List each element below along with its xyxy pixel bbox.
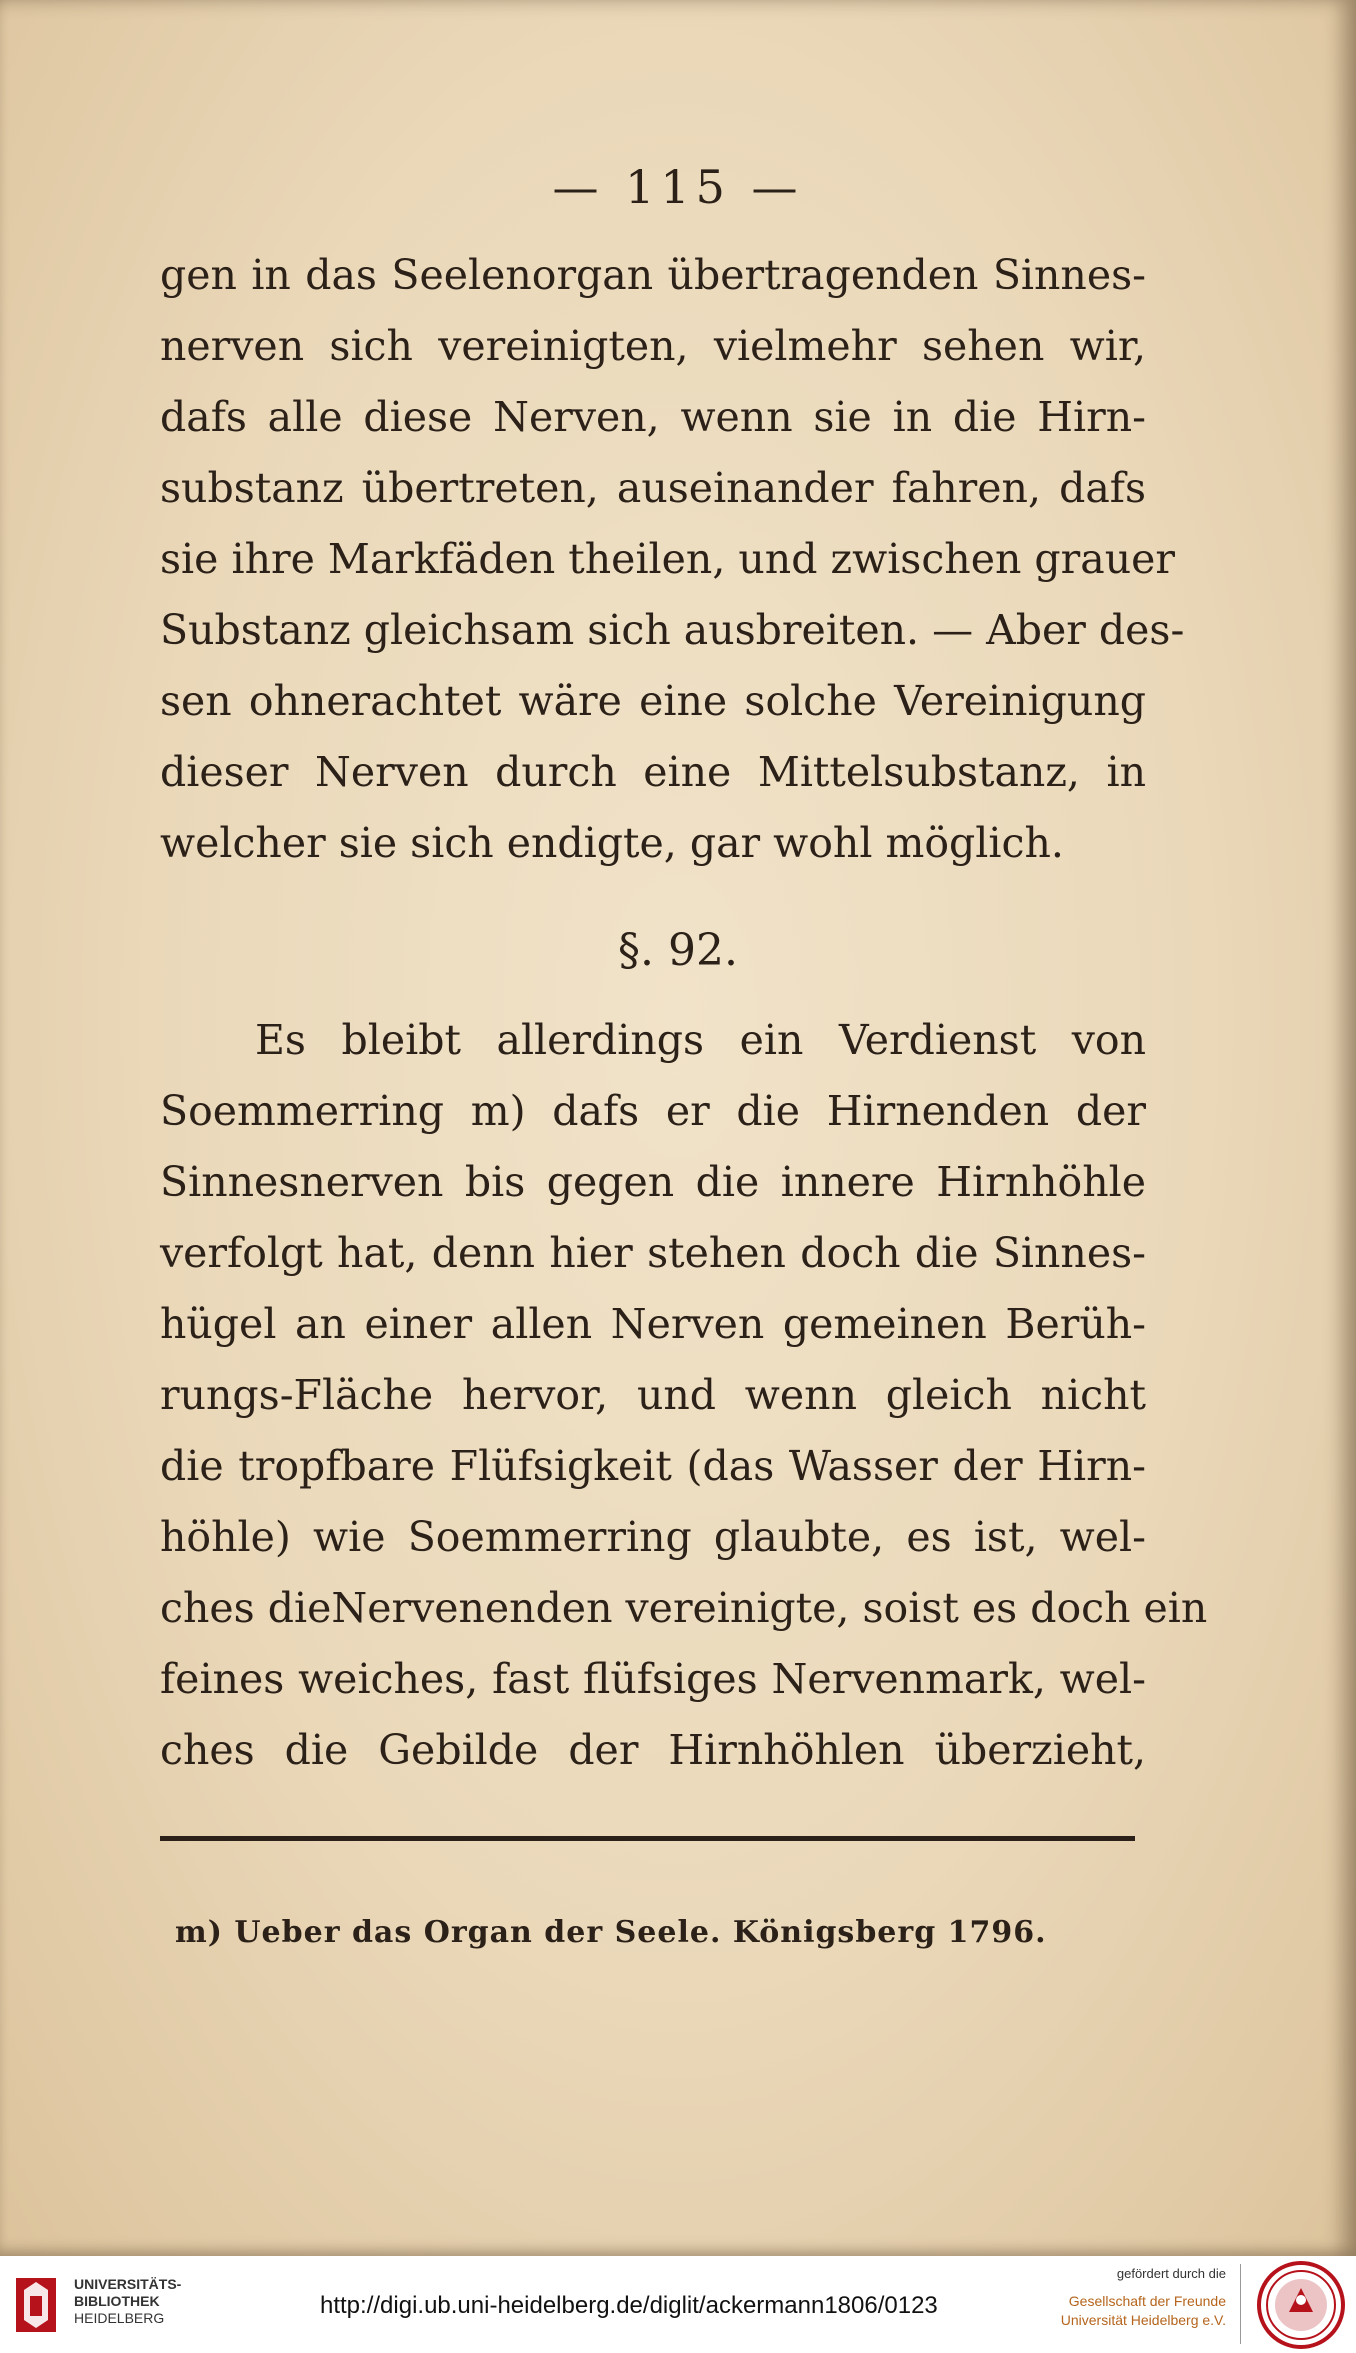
text-line: rungs-Fläche hervor, und wenn gleich nicht <box>160 1371 1146 1419</box>
sponsor-credit <box>1061 2264 1226 2330</box>
text-line: ches die Gebilde der Hirnhöhlen überzieht, <box>160 1726 1146 1774</box>
library-name-line: UNIVERSITÄTS- <box>74 2276 182 2292</box>
text-line: feines weiches, fast flüfsiges Nervenmark, wel- <box>160 1655 1146 1703</box>
text-line: die tropfbare Flüfsigkeit (das Wasser der Hirn- <box>160 1442 1146 1490</box>
text-line: gen in das Seelenorgan übertragenden Sinnes- <box>160 251 1146 299</box>
text-line: sie ihre Markfäden theilen, und zwischen grauer <box>160 535 1175 583</box>
section-heading: §. 92. <box>618 925 738 976</box>
text-line: welcher sie sich endigte, gar wohl möglich. <box>160 819 1064 867</box>
text-line: nerven sich vereinigten, vielmehr sehen wir, <box>160 322 1146 370</box>
text-line: ches dieNervenenden vereinigte, soist es doch ein <box>160 1584 1208 1632</box>
library-name <box>74 2276 181 2327</box>
text-line: Soemmerring m) dafs er die Hirnenden der <box>160 1087 1146 1135</box>
paragraph-2 <box>160 1005 1208 1786</box>
text-line: substanz übertreten, auseinander fahren, dafs <box>160 464 1146 512</box>
library-name-line: BIBLIOTHEK <box>74 2293 160 2309</box>
divider <box>1240 2264 1241 2344</box>
footnote-divider <box>160 1836 1135 1841</box>
university-seal-icon[interactable] <box>1256 2260 1346 2350</box>
text-line: Es bleibt allerdings ein Verdienst von <box>255 1016 1146 1064</box>
text-line: sen ohnerachtet wäre eine solche Vereinigung <box>160 677 1146 725</box>
permalink-url[interactable]: http://digi.ub.uni-heidelberg.de/diglit/ackermann1806/0123 <box>320 2292 938 2319</box>
sponsor-name: Gesellschaft der Freunde <box>1068 2293 1226 2309</box>
text-line: dieser Nerven durch eine Mittelsubstanz, in <box>160 748 1146 796</box>
text-line: verfolgt hat, denn hier stehen doch die Sinnes- <box>160 1229 1146 1277</box>
text-line: dafs alle diese Nerven, wenn sie in die Hirn- <box>160 393 1146 441</box>
page-number: — 115 — <box>552 160 804 214</box>
text-line: hügel an einer allen Nerven gemeinen Berüh- <box>160 1300 1146 1348</box>
footer-bar <box>0 2256 1356 2353</box>
university-library-logo-icon[interactable] <box>14 2276 58 2334</box>
paragraph-1 <box>160 240 1185 879</box>
text-line: höhle) wie Soemmerring glaubte, es ist, wel- <box>160 1513 1146 1561</box>
sponsor-label: gefördert durch die <box>1116 2266 1226 2281</box>
footnote: m) Ueber das Organ der Seele. Königsberg 1796. <box>175 1915 1047 1950</box>
text-line: Substanz gleichsam sich ausbreiten. — Aber des- <box>160 606 1185 654</box>
library-name-line: HEIDELBERG <box>74 2310 165 2326</box>
sponsor-name: Universität Heidelberg e.V. <box>1060 2312 1226 2328</box>
text-line: Sinnesnerven bis gegen die innere Hirnhöhle <box>160 1158 1146 1206</box>
